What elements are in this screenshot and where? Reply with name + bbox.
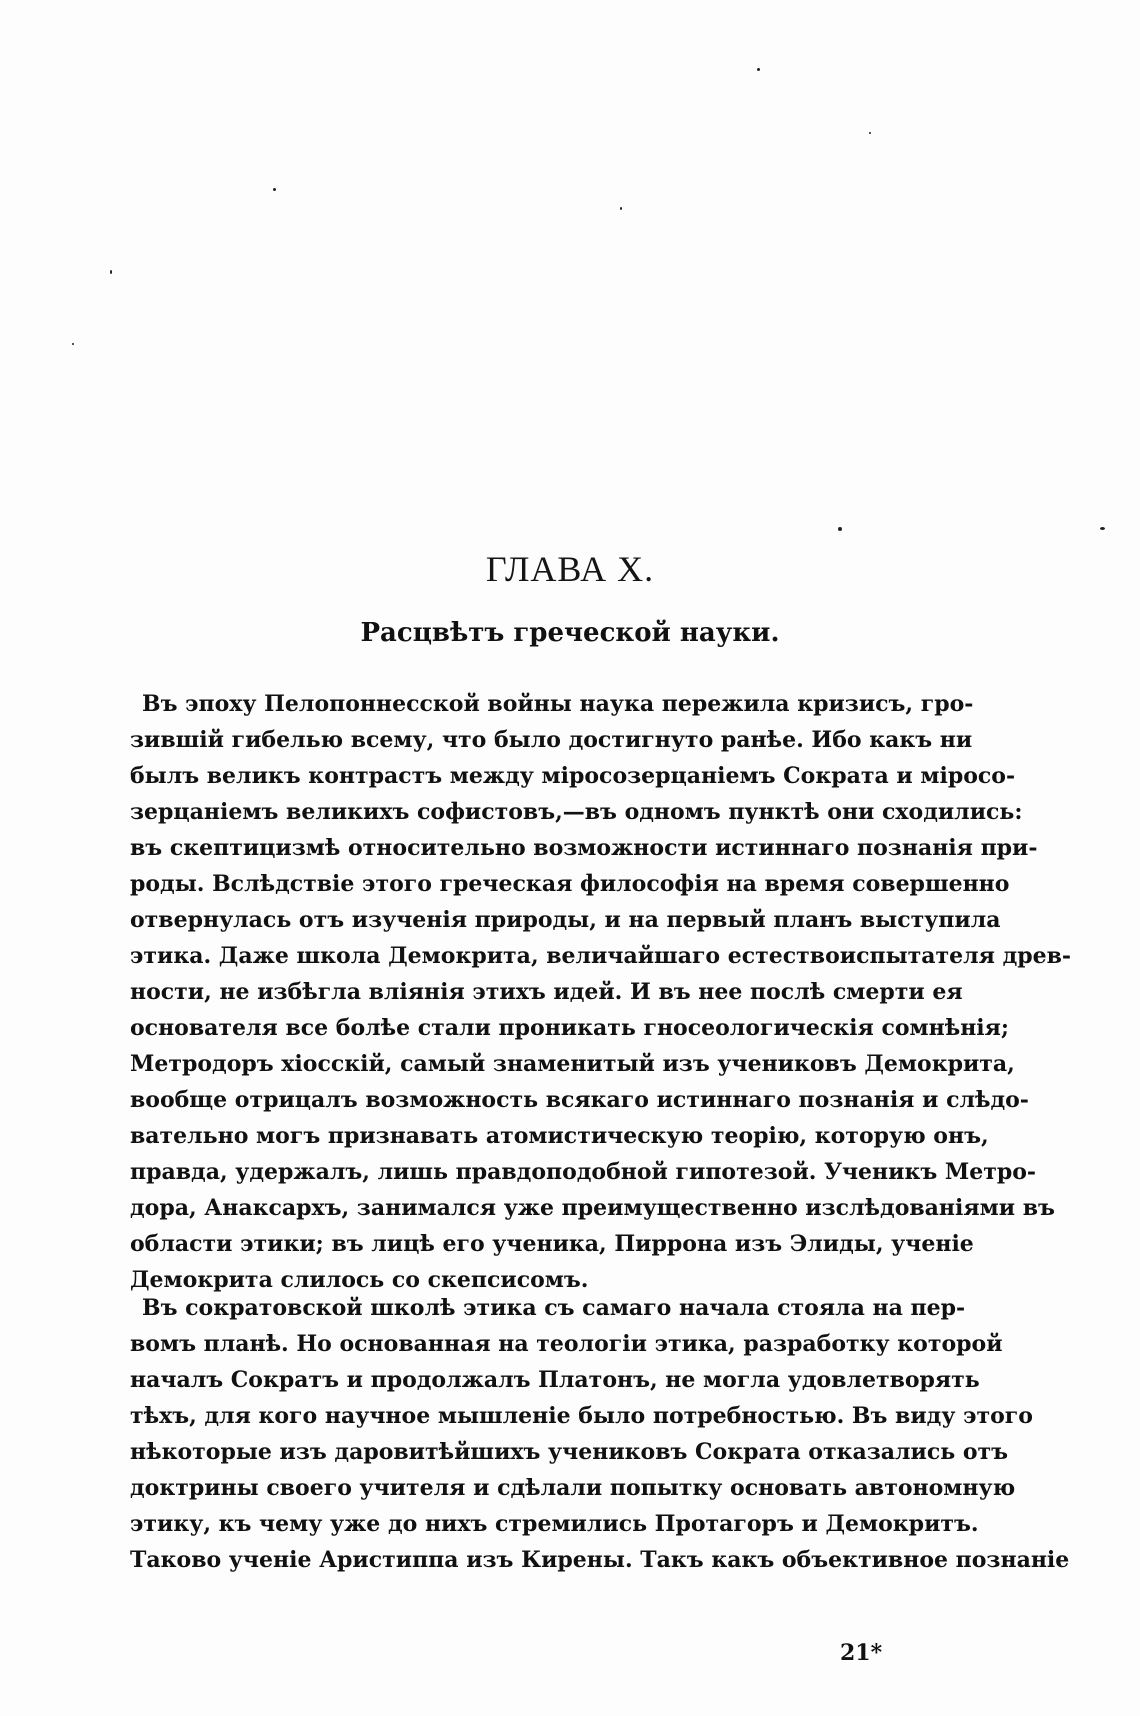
text-line: Метродоръ хіосскій, самый знаменитый изъ учениковъ Демокрита, (130, 1051, 1015, 1077)
scan-speck (620, 207, 622, 210)
text-line: ности, не избѣгла вліянія этихъ идей. И въ нее послѣ смерти ея (130, 979, 963, 1005)
text-line: зившій гибелью всему, что было достигнуто ранѣе. Ибо какъ ни (130, 727, 973, 753)
text-line: отвернулась отъ изученія природы, и на первый планъ выступила (130, 907, 1001, 933)
text-line: этику, къ чему уже до нихъ стремились Протагоръ и Демокритъ. (130, 1511, 979, 1537)
paragraph-2 (130, 1290, 1070, 1578)
text-line: вообще отрицалъ возможность всякаго истиннаго познанія и слѣдо- (130, 1087, 1029, 1113)
text-line: Въ эпоху Пелопоннесской войны наука пережила кризисъ, гро- (142, 691, 974, 717)
text-line: тѣхъ, для кого научное мышленіе было потребностью. Въ виду этого (130, 1403, 1033, 1429)
scan-speck (110, 270, 112, 274)
chapter-subtitle: Расцвѣтъ греческой науки. (360, 618, 780, 648)
text-line: нѣкоторые изъ даровитѣйшихъ учениковъ Сократа отказались отъ (130, 1439, 1009, 1465)
scan-speck (869, 132, 871, 134)
text-line: былъ великъ контрастъ между міросозерцаніемъ Сократа и міросо- (130, 763, 1016, 789)
text-line: области этики; въ лицѣ его ученика, Пиррона изъ Элиды, ученіе (130, 1231, 974, 1257)
text-line: основателя все болѣе стали проникать гносеологическія сомнѣнія; (130, 1015, 1010, 1041)
text-line: дора, Анаксархъ, занимался уже преимущественно изслѣдованіями въ (130, 1195, 1055, 1221)
text-line: началъ Сократъ и продолжалъ Платонъ, не могла удовлетворять (130, 1367, 980, 1393)
chapter-title: ГЛАВА X. (485, 549, 655, 589)
text-line: доктрины своего учителя и сдѣлали попытку основать автономную (130, 1475, 1016, 1501)
scan-speck (757, 68, 760, 71)
text-line: правда, удержалъ, лишь правдоподобной гипотезой. Ученикъ Метро- (130, 1159, 1037, 1185)
text-line: вомъ планѣ. Но основанная на теологіи этика, разработку которой (130, 1331, 1003, 1357)
scan-speck (273, 188, 276, 191)
signature-mark: 21* (840, 1640, 883, 1666)
text-line: этика. Даже школа Демокрита, величайшаго естествоиспытателя древ- (130, 943, 1072, 969)
text-line: вательно могъ признавать атомистическую теорію, которую онъ, (130, 1123, 989, 1149)
paragraph-1 (130, 686, 1072, 1298)
text-line: Таково ученіе Аристиппа изъ Кирены. Такъ какъ объективное познаніе (130, 1547, 1070, 1573)
text-line: роды. Вслѣдствіе этого греческая философія на время совершенно (130, 871, 1010, 897)
text-line: въ скептицизмѣ относительно возможности истиннаго познанія при- (130, 835, 1038, 861)
text-line: Демокрита слилось со скепсисомъ. (130, 1267, 589, 1293)
scan-speck (838, 527, 842, 531)
scan-speck (1100, 527, 1105, 530)
text-line: зерцаніемъ великихъ софистовъ,—въ одномъ пунктѣ они сходились: (130, 799, 1023, 825)
text-line: Въ сократовской школѣ этика съ самаго начала стояла на пер- (142, 1295, 966, 1321)
scan-speck (72, 343, 74, 345)
